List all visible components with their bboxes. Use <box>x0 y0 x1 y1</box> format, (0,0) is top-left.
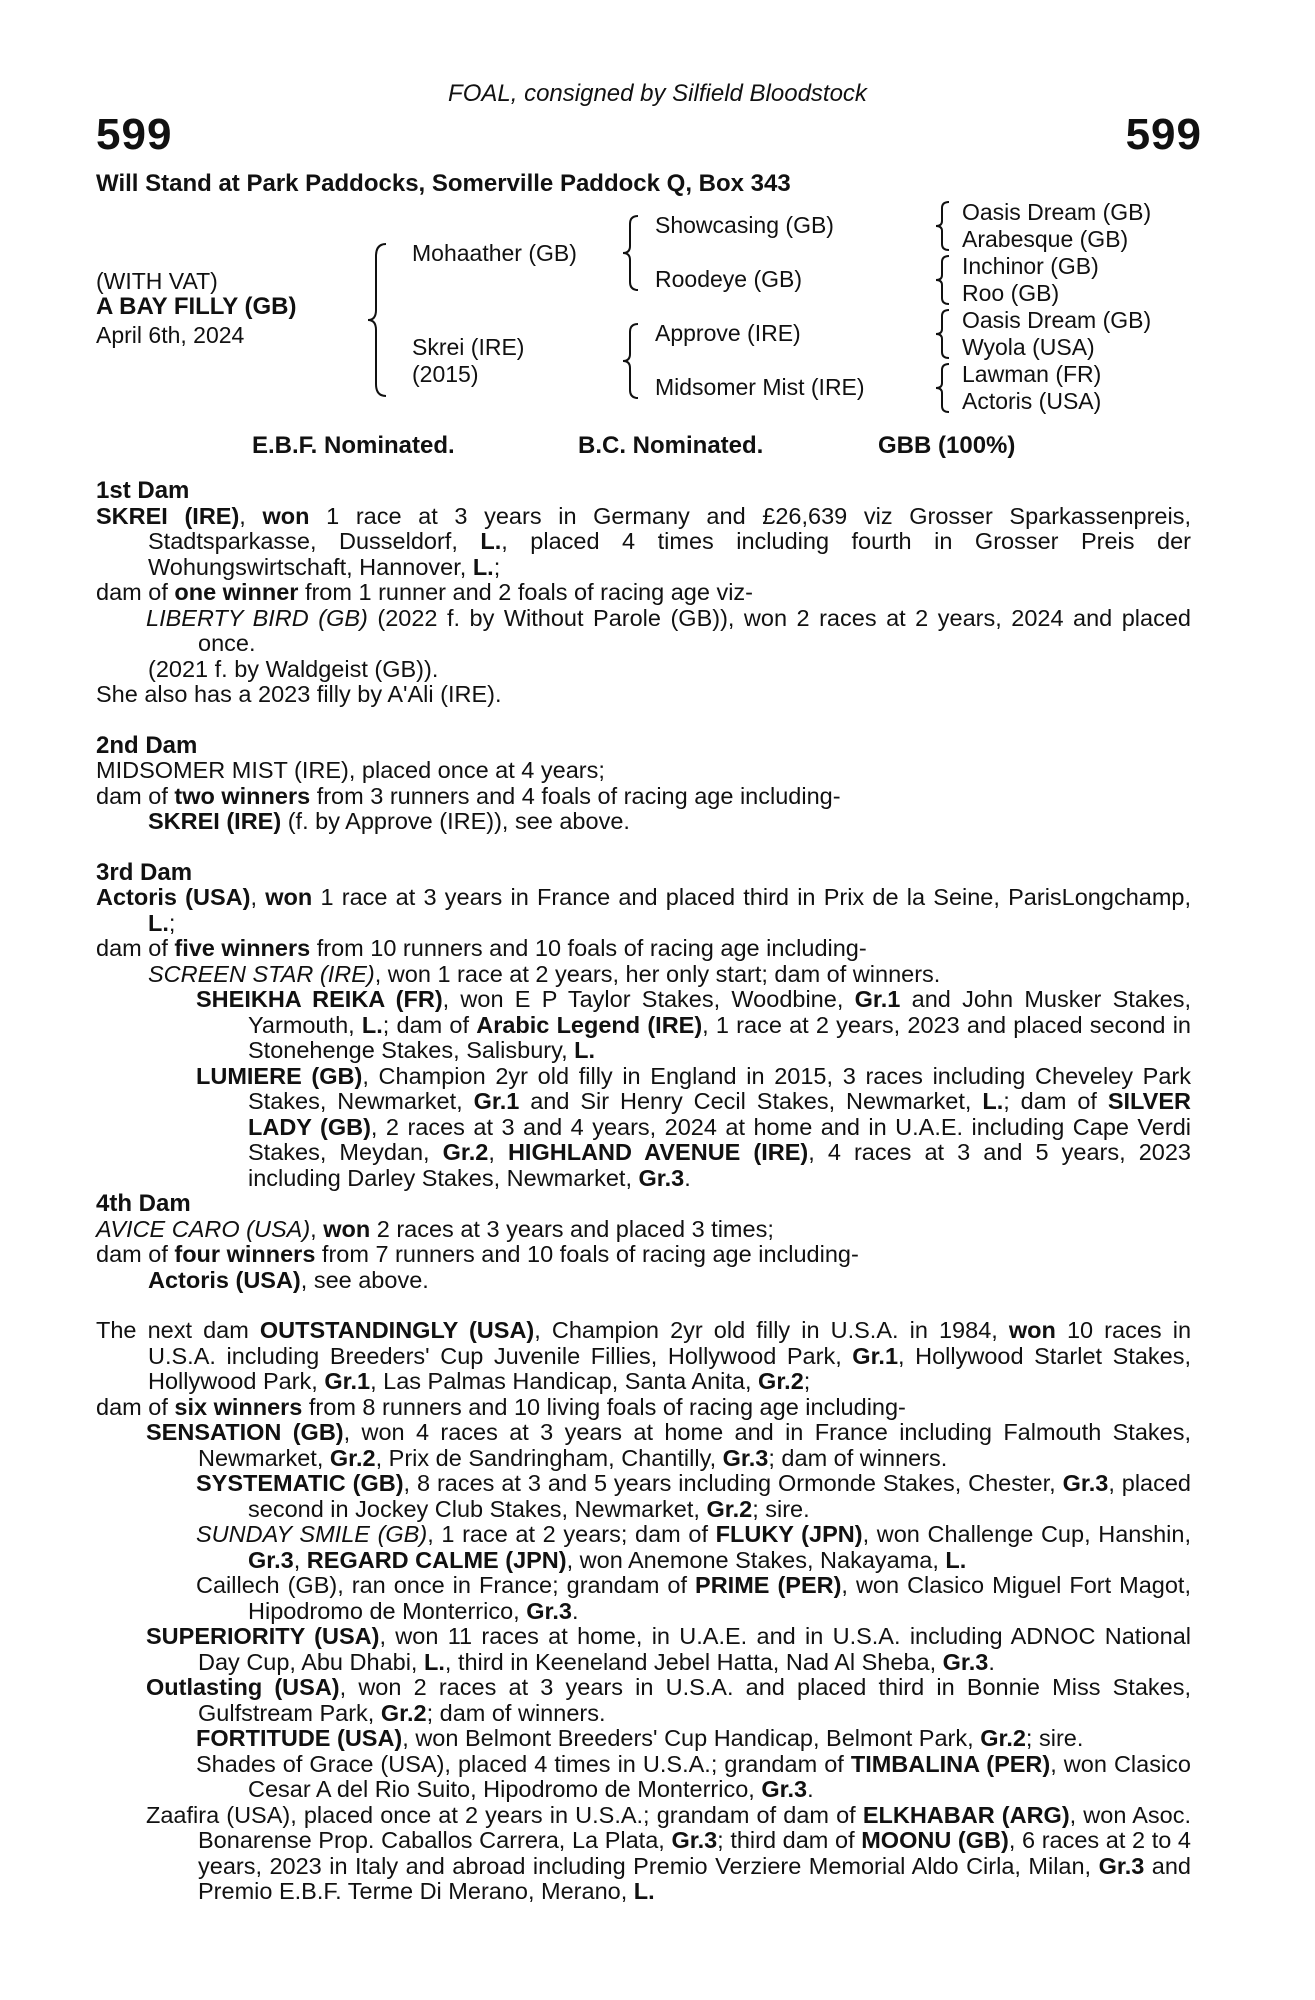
first-dam-section <box>96 478 1191 708</box>
catalogue-body <box>96 478 1191 1905</box>
second-dam-produce-summary: dam of two winners from 3 runners and 4 foals of racing age including- <box>96 782 841 809</box>
next-dam-section <box>96 1318 1191 1905</box>
granddam-4: Roo (GB) <box>962 280 1060 306</box>
lot-number-right: 599 <box>1125 110 1202 159</box>
third-dam-heading: 3rd Dam <box>96 858 193 886</box>
first-dam-foal-1: LIBERTY BIRD (GB) (2022 f. by Without Parole (GB)), won 2 races at 2 years, 2024 and placed once. <box>146 604 1191 656</box>
third-dam-record: Actoris (USA), won 1 race at 3 years in France and placed third in Prix de la Seine, ParisLongchamp, L.; <box>96 884 1192 936</box>
first-dam-produce-summary: dam of one winner from 1 runner and 2 foals of racing age viz- <box>96 579 753 605</box>
horse-name: A BAY FILLY (GB) <box>96 293 297 320</box>
dam: Skrei (IRE) <box>412 334 525 360</box>
granddam-2: Arabesque (GB) <box>962 226 1129 252</box>
brace-g3 <box>934 307 954 361</box>
brace-g2 <box>934 253 954 307</box>
second-dam-section <box>96 733 1191 835</box>
brace-sire <box>620 212 644 294</box>
third-dam-foal-1: SCREEN STAR (IRE), won 1 race at 2 years, her only start; dam of winners. <box>148 960 941 987</box>
second-dam-foal-1: SKREI (IRE) (f. by Approve (IRE)), see above. <box>148 808 630 834</box>
third-dam-section <box>96 860 1191 1192</box>
brace-g4 <box>934 361 954 415</box>
next-dam-foal-zaafira: Zaafira (USA), placed once at 2 years in U.S.A.; grandam of dam of ELKHABAR (ARG), won Asoc. Bonarense Prop. Caballos Carrera, La Plata, Gr.3; third dam of MOONU (GB), 6 races at 2 to 4 years, 2023 in Italy and abroad including Premio Verziere Memorial Aldo Cirla, Milan, Gr.3 and Premio E.B.F. Terme Di Merano, Merano, L. <box>146 1801 1191 1904</box>
next-dam-foal-sensation: SENSATION (GB), won 4 races at 3 years at home and in France including Falmouth Stakes, Newmarket, Gr.2, Prix de Sandringham, Chantilly, Gr.3; dam of winners. <box>146 1419 1192 1471</box>
bc-nominated: B.C. Nominated. <box>578 432 764 459</box>
grandsire-1: Oasis Dream (GB) <box>962 199 1152 225</box>
vat-note: (WITH VAT) <box>96 268 218 294</box>
lot-number-left: 599 <box>96 110 173 159</box>
next-dam-record: The next dam OUTSTANDINGLY (USA), Champion 2yr old filly in U.S.A. in 1984, won 10 races in U.S.A. including Breeders' Cup Juvenile Fillies, Hollywood Park, Gr.1, Hollywood Starlet Stakes, Hollywood Park, Gr.1, Las Palmas Handicap, Santa Anita, Gr.2; <box>96 1317 1192 1394</box>
sire-dam: Roodeye (GB) <box>655 266 803 292</box>
next-dam-foal-outlasting: Outlasting (USA), won 2 races at 3 years in U.S.A. and placed third in Bonnie Miss Stakes, Gulfstream Park, Gr.2; dam of winners. <box>146 1674 1191 1726</box>
next-dam-grandfoal-shades-of-grace: Shades of Grace (USA), placed 4 times in U.S.A.; grandam of TIMBALINA (PER), won Clasico Cesar A del Rio Suito, Hipodromo de Monterrico, Gr.3. <box>196 1750 1192 1802</box>
next-dam-grandfoal-fortitude: FORTITUDE (USA), won Belmont Breeders' Cup Handicap, Belmont Park, Gr.2; sire. <box>196 1725 1084 1751</box>
third-dam-grandfoal-1: SHEIKHA REIKA (FR), won E P Taylor Stakes, Woodbine, Gr.1 and John Musker Stakes, Yarmouth, L.; dam of Arabic Legend (IRE), 1 race at 2 years, 2023 and placed second in Stonehenge Stakes, Salisbury, L. <box>196 986 1191 1063</box>
gbb-status: GBB (100%) <box>878 432 1016 459</box>
third-dam-grandfoal-2: LUMIERE (GB), Champion 2yr old filly in England in 2015, 3 races including Cheveley Park Stakes, Newmarket, Gr.1 and Sir Henry Cecil Stakes, Newmarket, L.; dam of SILVER LADY (GB), 2 races at 3 and 4 years, 2024 at home and in U.A.E. including Cape Verdi Stakes, Meydan, Gr.2, HIGHLAND AVENUE (IRE), 4 races at 3 and 5 years, 2023 including Darley Stakes, Newmarket, Gr.3. <box>196 1062 1192 1191</box>
second-dam-heading: 2nd Dam <box>96 731 198 759</box>
first-dam-record: SKREI (IRE), won 1 race at 3 years in Germany and £26,639 viz Grosser Sparkassenpreis, Stadtsparkasse, Dusseldorf, L., placed 4 times including fourth in Grosser Preis der Wohungswirtschaft, Hannover, L.; <box>96 502 1191 580</box>
sire-sire: Showcasing (GB) <box>655 212 834 238</box>
fourth-dam-record: AVICE CARO (USA), won 2 races at 3 years and placed 3 times; <box>96 1215 774 1242</box>
fourth-dam-foal-1: Actoris (USA), see above. <box>148 1266 429 1293</box>
sire: Mohaather (GB) <box>412 240 577 266</box>
granddam-6: Wyola (USA) <box>962 334 1095 360</box>
first-dam-note: She also has a 2023 filly by A'Ali (IRE). <box>96 681 502 707</box>
next-dam-produce-summary: dam of six winners from 8 runners and 10 living foals of racing age including- <box>96 1393 906 1420</box>
next-dam-foal-superiority: SUPERIORITY (USA), won 11 races at home, in U.A.E. and in U.S.A. including ADNOC National Day Cup, Abu Dhabi, L., third in Keeneland Jebel Hatta, Nad Al Sheba, Gr.3. <box>146 1623 1191 1675</box>
first-dam-heading: 1st Dam <box>96 477 190 504</box>
brace-parents <box>364 240 394 400</box>
ebf-nominated: E.B.F. Nominated. <box>252 432 455 459</box>
consignment-line: FOAL, consigned by Silfield Bloodstock <box>448 80 867 107</box>
next-dam-grandfoal-caillech: Caillech (GB), ran once in France; grandam of PRIME (PER), won Clasico Miguel Fort Magot, Hipodromo de Monterrico, Gr.3. <box>196 1572 1191 1624</box>
fourth-dam-heading: 4th Dam <box>96 1190 191 1217</box>
grandsire-3: Inchinor (GB) <box>962 253 1099 279</box>
first-dam-foal-2: (2021 f. by Waldgeist (GB)). <box>148 655 439 682</box>
second-dam-record: MIDSOMER MIST (IRE), placed once at 4 years; <box>96 757 605 783</box>
third-dam-produce-summary: dam of five winners from 10 runners and 10 foals of racing age including- <box>96 935 867 961</box>
brace-dam <box>620 320 644 402</box>
dam-sire: Approve (IRE) <box>655 320 801 346</box>
grandsire-5: Oasis Dream (GB) <box>962 307 1152 333</box>
fourth-dam-section <box>96 1191 1191 1293</box>
next-dam-grandfoal-sunday-smile: SUNDAY SMILE (GB), 1 race at 2 years; dam of FLUKY (JPN), won Challenge Cup, Hanshin, Gr.3, REGARD CALME (JPN), won Anemone Stakes, Nakayama, L. <box>196 1521 1191 1573</box>
stand-location: Will Stand at Park Paddocks, Somerville Paddock Q, Box 343 <box>96 170 791 197</box>
brace-g1 <box>934 199 954 253</box>
dam-dam: Midsomer Mist (IRE) <box>655 374 865 400</box>
granddam-8: Actoris (USA) <box>962 388 1102 414</box>
grandsire-7: Lawman (FR) <box>962 361 1102 387</box>
next-dam-grandfoal-systematic: SYSTEMATIC (GB), 8 races at 3 and 5 years including Ormonde Stakes, Chester, Gr.3, placed second in Jockey Club Stakes, Newmarket, Gr.2; sire. <box>196 1470 1192 1522</box>
horse-dob: April 6th, 2024 <box>96 322 245 348</box>
dam-year: (2015) <box>412 361 479 387</box>
fourth-dam-produce-summary: dam of four winners from 7 runners and 10 foals of racing age including- <box>96 1241 859 1267</box>
